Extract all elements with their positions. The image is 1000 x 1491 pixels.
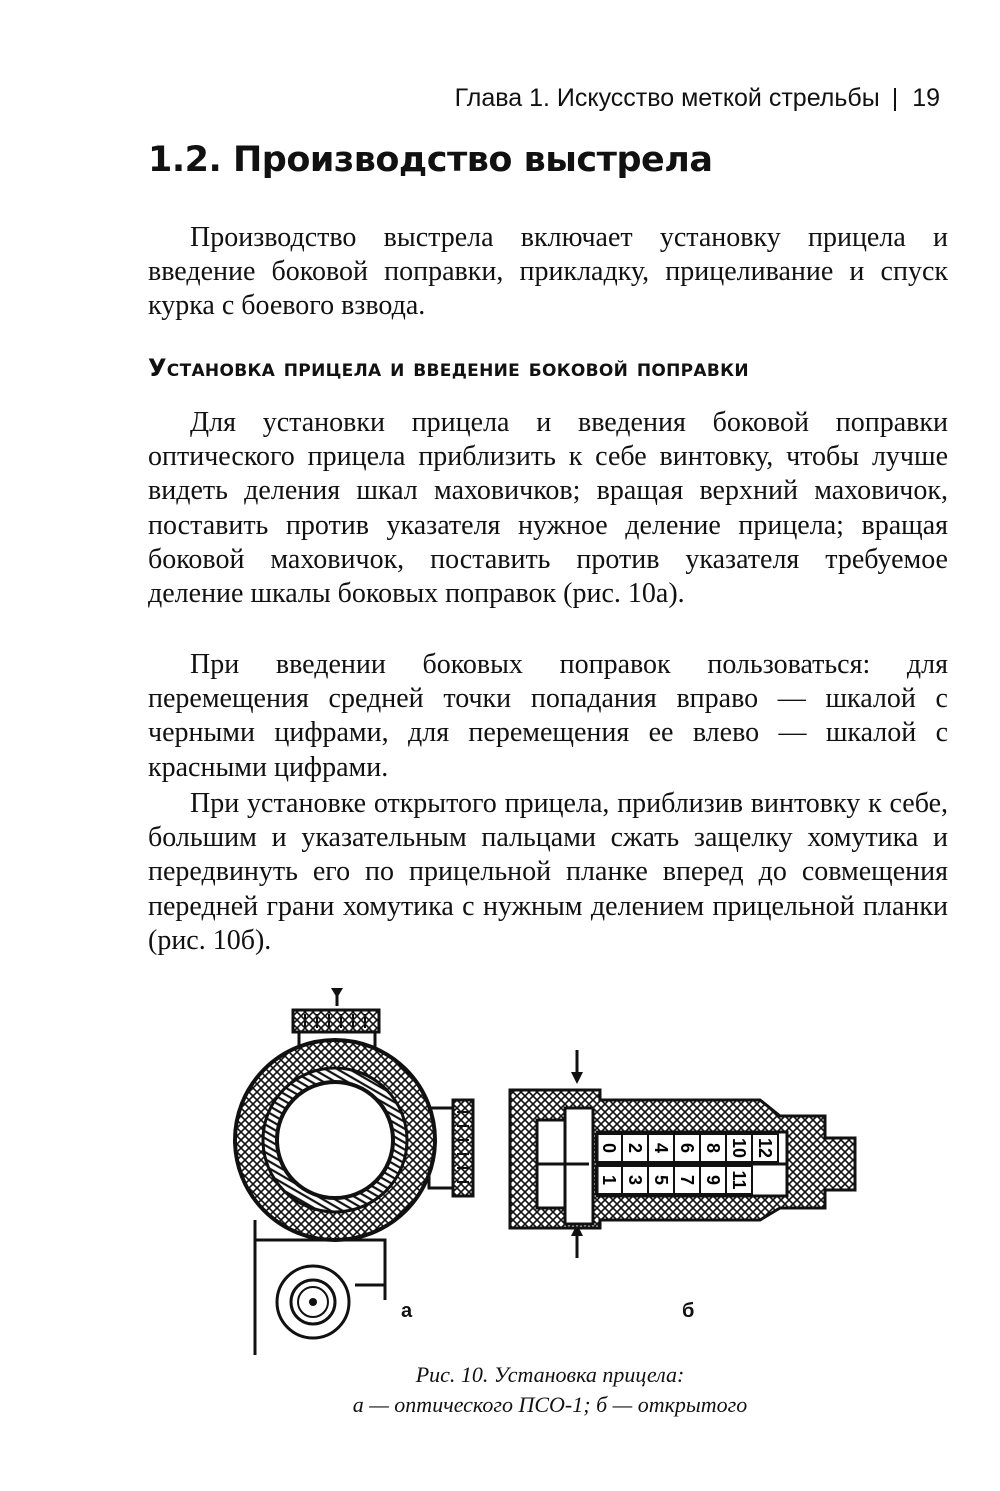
paragraph-1: Для установки прицела и введения боковой поправки оптического прицела приблизить к себе винтовку, чтобы лучше видеть деления шкал маховичков; вращая верхний маховичок, поставить против указателя нужное деление прицела; вращая боковой маховичок, поставить против указателя требуемое деление шкалы боковых поправок (рис. 10а). <box>148 407 948 610</box>
caption-line-1: Рис. 10. Установка прицела: <box>415 1362 685 1387</box>
scale-number: 1 <box>599 1174 619 1186</box>
caption-line-2: а — оптического ПСО-1; б — открытого <box>352 1392 748 1417</box>
page-number: 19 <box>912 84 940 112</box>
scale-number: 10 <box>729 1137 749 1159</box>
intro-paragraph: Производство выстрела включает установку прицела и введение боковой поправки, прикладку, прицеливание и спуск курка с боевого взвода. <box>148 222 948 322</box>
scale-number: 0 <box>599 1142 619 1154</box>
paragraph-3: При установке открытого прицела, приблизив винтовку к себе, большим и указательным пальцами сжать защелку хомутика и передвинуть его по прицельной планке вперед до совмещения передней грани хомутика с нужным делением прицельной планки (рис. 10б). <box>148 788 948 956</box>
running-head <box>455 84 940 113</box>
scale-number: 12 <box>755 1137 775 1159</box>
section-title: 1.2. Производство выстрела <box>148 140 713 180</box>
chapter-title: Глава 1. Искусство меткой стрельбы <box>454 84 880 112</box>
scale-number: 5 <box>651 1174 671 1186</box>
figure-10 <box>225 980 875 1360</box>
paragraph-2: При введении боковых поправок пользоваться: для перемещения средней точки попадания вправо — шкалой с черными цифрами, для перемещения ее влево — шкалой с красными цифрами. <box>148 649 948 783</box>
scale-number: 6 <box>677 1142 697 1154</box>
scale-number: 4 <box>651 1142 671 1154</box>
figure-caption <box>0 1360 1000 1420</box>
scale-number: 7 <box>677 1174 697 1186</box>
subsection-title: Установка прицела и введение боковой поправки <box>148 354 749 382</box>
scale-number: 8 <box>703 1142 723 1154</box>
header-separator: | <box>891 84 899 112</box>
figure-label-a: а <box>401 1300 413 1322</box>
figure-label-b: б <box>682 1300 695 1322</box>
scale-number: 9 <box>703 1174 723 1186</box>
scale-number: 2 <box>625 1142 645 1154</box>
open-sight-drawing <box>510 1050 855 1258</box>
scale-number: 3 <box>625 1174 645 1186</box>
optical-sight-drawing <box>235 988 473 1355</box>
scale-number: 11 <box>729 1170 749 1190</box>
